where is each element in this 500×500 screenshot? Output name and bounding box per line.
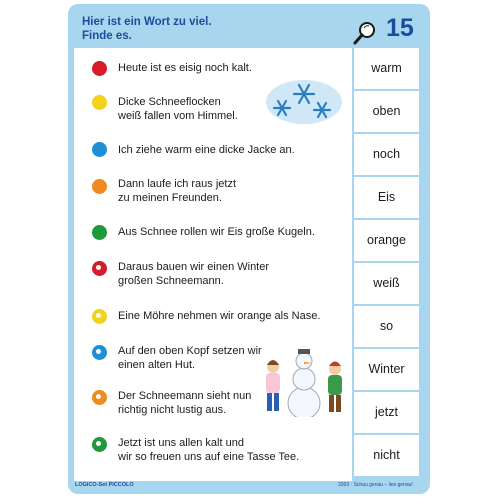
sentence-line: Jetzt ist uns allen kalt und — [118, 437, 244, 449]
answer-word-cell[interactable]: warm — [354, 48, 419, 89]
sentence-line: zu meinen Freunden. — [118, 191, 222, 204]
sentence-line: einen alten Hut. — [118, 358, 196, 371]
answer-word-cell[interactable]: noch — [354, 134, 419, 175]
color-dot[interactable] — [92, 61, 107, 76]
magnifier-icon — [352, 20, 378, 46]
answer-word-cell[interactable]: so — [354, 306, 419, 347]
answer-word-cell[interactable]: nicht — [354, 435, 419, 476]
sentence-line: Der Schneemann sieht nun — [118, 390, 252, 402]
color-dot[interactable] — [92, 437, 107, 452]
sentence-line: Eine Möhre nehmen wir orange als Nase. — [118, 310, 321, 322]
sentence-line: großen Schneemann. — [118, 274, 224, 287]
card-number: 15 — [386, 14, 414, 42]
answer-word-cell[interactable]: oben — [354, 91, 419, 132]
footer-series-label: LOGICO-Set PICCOLO — [75, 482, 134, 488]
answer-word-cell[interactable]: jetzt — [354, 392, 419, 433]
sentence-line: Heute ist es eisig noch kalt. — [118, 62, 252, 74]
sentence-line: richtig nicht lustig aus. — [118, 403, 227, 416]
sentence-line: Daraus bauen wir einen Winter — [118, 261, 270, 273]
footer-product-label: 3369 · Schau genau – lies genau! — [338, 482, 413, 488]
answer-word-cell[interactable]: Eis — [354, 177, 419, 218]
answer-word-cell[interactable]: weiß — [354, 263, 419, 304]
color-dot[interactable] — [92, 261, 107, 276]
sentence-line: Dann laufe ich raus jetzt — [118, 178, 237, 190]
sentence-line: Dicke Schneeflocken — [118, 96, 221, 108]
task-subtitle: Finde es. — [82, 30, 132, 42]
sentence-line: Auf den oben Kopf setzen wir — [118, 345, 262, 357]
color-dot[interactable] — [92, 142, 107, 157]
sentence-line: weiß fallen vom Himmel. — [118, 109, 238, 122]
color-dot[interactable] — [92, 390, 107, 405]
color-dot[interactable] — [92, 225, 107, 240]
sentence-line: Aus Schnee rollen wir Eis große Kugeln. — [118, 226, 315, 238]
answer-word-cell[interactable]: Winter — [354, 349, 419, 390]
color-dot[interactable] — [92, 309, 107, 324]
color-dot[interactable] — [92, 95, 107, 110]
color-dot[interactable] — [92, 179, 107, 194]
color-dot[interactable] — [92, 345, 107, 360]
sentence-line: wir so freuen uns auf eine Tasse Tee. — [118, 450, 300, 463]
answer-word-cell[interactable]: orange — [354, 220, 419, 261]
sentence-line: Ich ziehe warm eine dicke Jacke an. — [118, 144, 295, 156]
snowman-kids-illustration — [258, 345, 350, 417]
answer-word-column — [354, 48, 419, 481]
task-title: Hier ist ein Wort zu viel. — [82, 16, 212, 28]
snowflakes-illustration — [264, 72, 344, 128]
